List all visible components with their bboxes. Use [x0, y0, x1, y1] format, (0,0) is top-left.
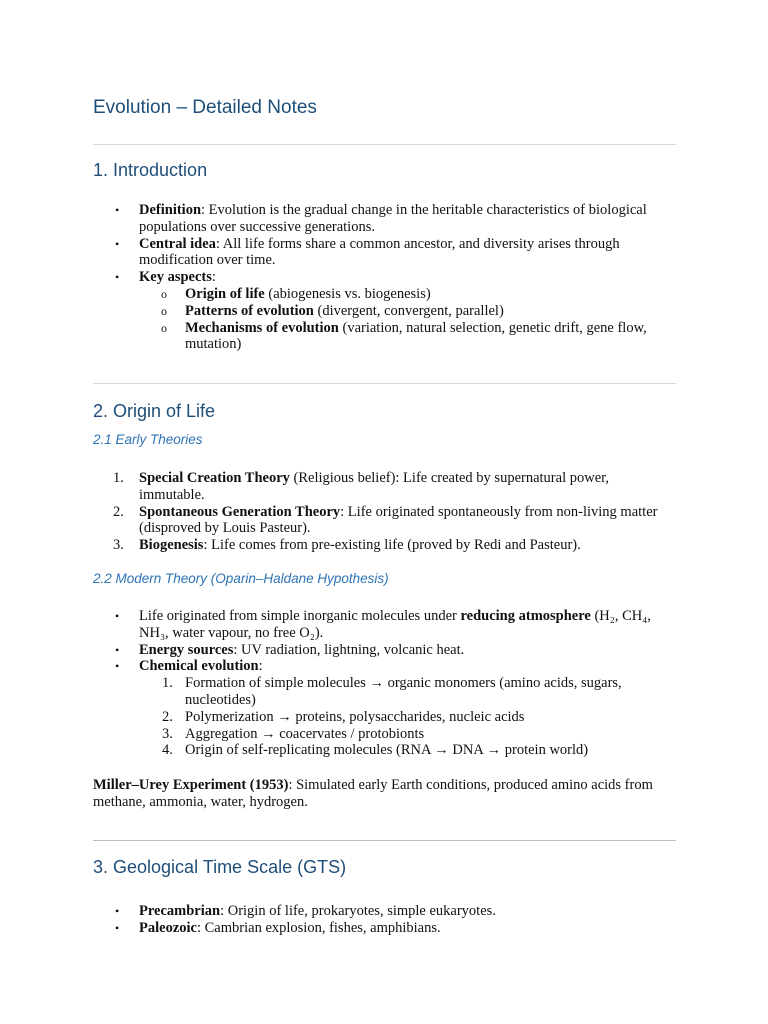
number-marker: 1. [113, 470, 124, 486]
bullet-marker: • [115, 904, 120, 918]
term: reducing atmosphere [460, 608, 591, 624]
bullet-marker: • [115, 659, 120, 674]
list-item [93, 658, 676, 759]
list-item [93, 504, 676, 538]
list-item [93, 608, 676, 642]
list-item [93, 236, 676, 270]
definition-text: : Evolution is the gradual change in the heritable characteristics of biological populations over successive generations. [139, 202, 647, 235]
term: Miller–Urey Experiment (1953) [93, 777, 289, 793]
number-marker: 2. [162, 708, 173, 725]
definition-text: : All life forms share a common ancestor, and diversity arises through modification over time. [139, 235, 620, 269]
term: Origin of life [185, 285, 265, 302]
list-item [93, 202, 676, 236]
list-item [139, 286, 676, 303]
section-divider [93, 144, 676, 145]
circle-marker: o [161, 286, 167, 301]
section-heading-geological-time-scale: 3. Geological Time Scale (GTS) [93, 857, 347, 877]
circle-marker: o [161, 320, 167, 335]
term: Energy sources [139, 641, 234, 658]
list-item [93, 903, 676, 920]
definition-text: : [211, 269, 216, 286]
bullet-marker: • [115, 609, 120, 623]
term: Spontaneous Generation Theory [139, 503, 341, 520]
definition-text: : Origin of life, prokaryotes, simple eukaryotes. [220, 903, 496, 919]
definition-text: : Simulated early Earth conditions, produced amino acids from methane, ammonia, water, hydrogen. [93, 777, 653, 810]
section-heading-introduction: 1. Introduction [93, 160, 208, 180]
term: Special Creation Theory [139, 470, 290, 486]
definition-text: (Religious belief): Life created by supernatural power, immutable. [139, 470, 610, 503]
section-heading-origin-of-life: 2. Origin of Life [93, 401, 216, 421]
number-marker: 2. [113, 503, 124, 520]
definition-text: : Cambrian explosion, fishes, amphibians. [196, 919, 441, 936]
definition-text: (abiogenesis vs. biogenesis) [264, 285, 431, 302]
definition-text: : [258, 658, 263, 675]
list-item [93, 642, 676, 659]
section-divider [93, 840, 676, 841]
bullet-marker: • [115, 203, 120, 217]
term: Central idea [139, 235, 216, 252]
number-marker: 1. [162, 675, 173, 692]
definition-text: (variation, natural selection, genetic drift, gene flow, mutation) [185, 319, 647, 353]
early-theories-list [93, 470, 676, 554]
section-divider [93, 383, 676, 384]
term: Mechanisms of evolution [185, 319, 339, 336]
list-item [139, 709, 676, 726]
definition-text: (divergent, convergent, parallel) [313, 302, 504, 319]
term: Definition [139, 202, 202, 218]
bullet-marker: • [115, 642, 120, 657]
number-marker: 4. [162, 742, 173, 759]
list-item [139, 742, 676, 759]
list-item [139, 675, 676, 709]
list-item [93, 537, 676, 554]
term: Precambrian [139, 903, 221, 919]
term: Biogenesis [139, 537, 204, 554]
page-title: Evolution – Detailed Notes [93, 97, 317, 118]
step-text: Formation of simple molecules → organic monomers (amino acids, sugars, nucleotides) [185, 675, 622, 708]
step-text: Aggregation → coacervates / protobionts [185, 725, 425, 742]
definition-text: Life originated from simple inorganic molecules under [139, 608, 461, 624]
step-text: Polymerization → proteins, polysaccharides, nucleic acids [185, 708, 525, 725]
bullet-marker: • [115, 270, 120, 285]
bullet-marker: • [115, 920, 120, 935]
definition-text: : Life originated spontaneously from non-living matter (disproved by Louis Pasteur). [139, 503, 658, 537]
number-marker: 3. [162, 725, 173, 742]
chemical-evolution-steps [139, 675, 676, 759]
list-item [93, 470, 676, 504]
modern-theory-list [93, 608, 676, 759]
term: Chemical evolution [139, 658, 259, 675]
key-aspects-sublist [139, 286, 676, 353]
subheading-early-theories: 2.1 Early Theories [93, 432, 203, 447]
gts-list [93, 903, 676, 937]
list-item [93, 269, 676, 353]
term: Key aspects [139, 269, 212, 286]
definition-text: (H₂, CH₄, NH₃, water vapour, no free O₂). [139, 608, 651, 641]
list-item [139, 726, 676, 743]
list-item [139, 320, 676, 354]
number-marker: 3. [113, 537, 124, 554]
list-item [93, 920, 676, 937]
introduction-list [93, 202, 676, 353]
term: Patterns of evolution [185, 302, 314, 319]
miller-urey-paragraph [93, 777, 676, 811]
circle-marker: o [161, 303, 167, 318]
definition-text: : UV radiation, lightning, volcanic heat. [233, 641, 465, 658]
step-text: Origin of self-replicating molecules (RNA → DNA → protein world) [185, 742, 589, 759]
subheading-modern-theory: 2.2 Modern Theory (Oparin–Haldane Hypothesis) [93, 571, 389, 586]
bullet-marker: • [115, 236, 120, 251]
term: Paleozoic [139, 919, 197, 936]
list-item [139, 303, 676, 320]
definition-text: : Life comes from pre-existing life (proved by Redi and Pasteur). [203, 537, 581, 554]
